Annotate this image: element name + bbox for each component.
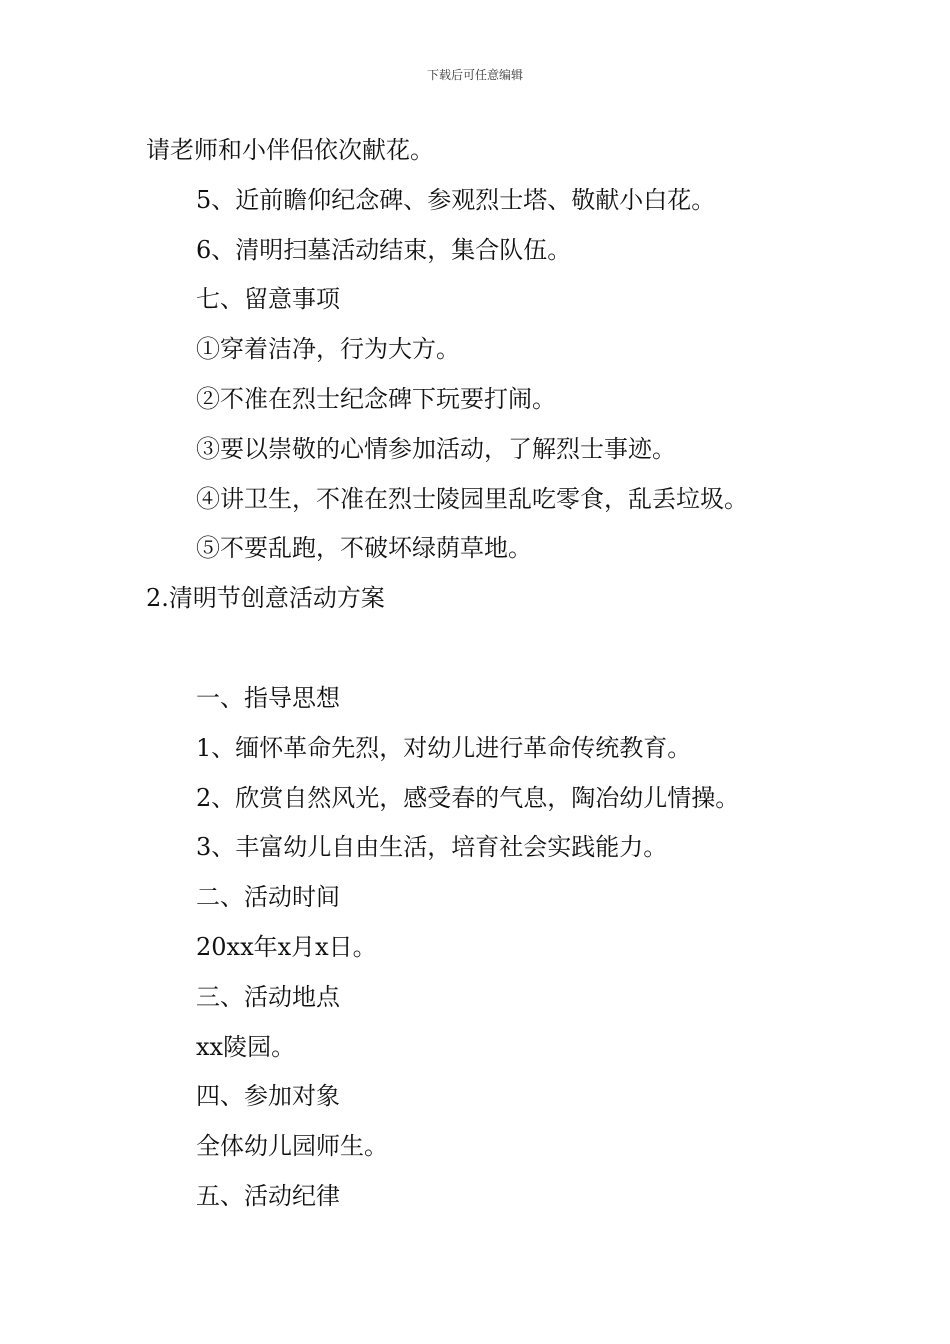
paragraph: 七、留意事项 xyxy=(196,285,340,314)
paragraph: 1、缅怀革命先烈，对幼儿进行革命传统教育。 xyxy=(196,733,692,762)
paragraph: 全体幼儿园师生。 xyxy=(196,1132,388,1161)
paragraph: 2.清明节创意活动方案 xyxy=(146,584,385,613)
paragraph: 20xx年x月x日。 xyxy=(196,932,377,961)
paragraph: ①穿着洁净，行为大方。 xyxy=(196,335,460,364)
document-body xyxy=(146,128,826,1224)
paragraph: 二、活动时间 xyxy=(196,883,340,912)
paragraph: 一、指导思想 xyxy=(196,683,340,712)
paragraph: 5、近前瞻仰纪念碑、参观烈士塔、敬献小白花。 xyxy=(196,185,716,214)
paragraph-gap xyxy=(146,626,826,676)
paragraph: ④讲卫生，不准在烈士陵园里乱吃零食，乱丢垃圾。 xyxy=(196,484,748,513)
paragraph: 3、丰富幼儿自由生活，培育社会实践能力。 xyxy=(196,833,668,862)
paragraph: 6、清明扫墓活动结束，集合队伍。 xyxy=(196,235,572,264)
paragraph: 三、活动地点 xyxy=(196,982,340,1011)
paragraph: ②不准在烈士纪念碑下玩要打闹。 xyxy=(196,384,556,413)
paragraph: ③要以崇敬的心情参加活动，了解烈士事迹。 xyxy=(196,434,676,463)
paragraph: xx陵园。 xyxy=(196,1032,296,1061)
paragraph: 2、欣赏自然风光，感受春的气息，陶冶幼儿情操。 xyxy=(196,783,740,812)
paragraph: 五、活动纪律 xyxy=(196,1181,340,1210)
page-header: 下载后可任意编辑 xyxy=(426,68,523,82)
paragraph: 请老师和小伴侣依次献花。 xyxy=(146,136,434,164)
paragraph: ⑤不要乱跑，不破坏绿荫草地。 xyxy=(196,534,532,563)
paragraph: 四、参加对象 xyxy=(196,1082,340,1111)
